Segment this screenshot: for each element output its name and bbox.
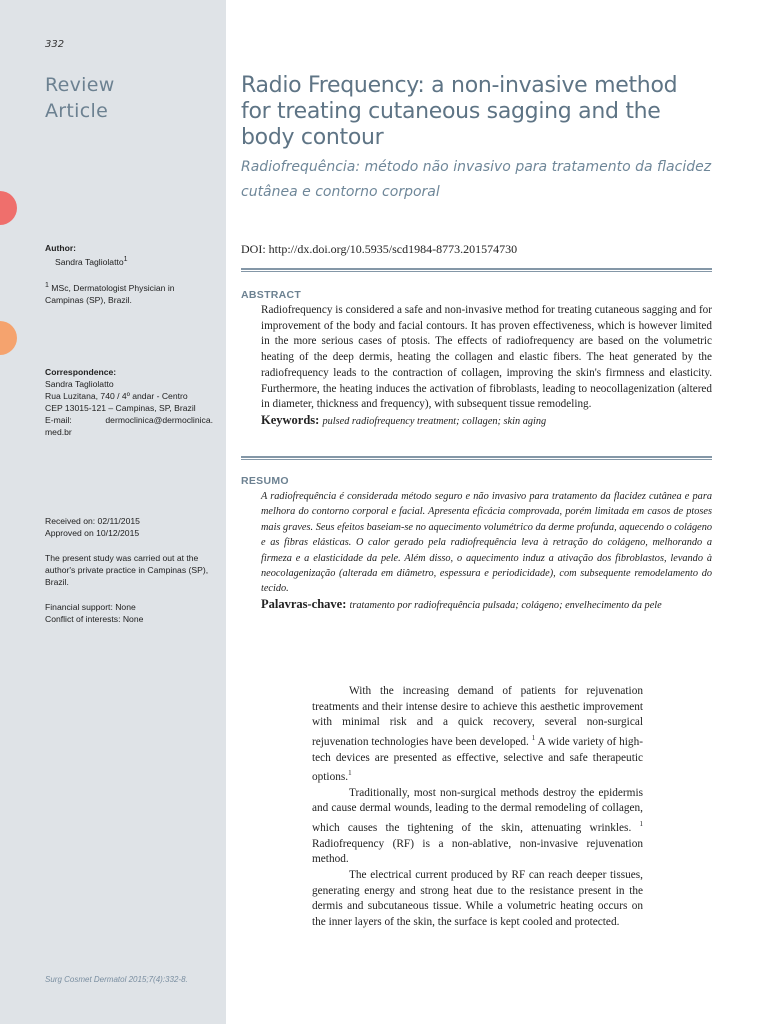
affiliation-sup: 1 [45, 282, 49, 289]
correspondence-line: Rua Luzitana, 740 / 4º andar - Centro [45, 391, 188, 401]
author-sup: 1 [123, 256, 128, 263]
article-subtitle-line1: Radiofrequência: método não invasivo para tratamento da flacidez [241, 159, 712, 175]
resumo-heading: RESUMO [241, 475, 289, 487]
article-subtitle-line2: cutânea e contorno corporal [241, 184, 440, 200]
article-title-line2: for treating cutaneous sagging and the [241, 99, 661, 124]
author-name-line [45, 254, 213, 268]
conflict-of-interests: Conflict of interests: None [45, 614, 144, 624]
doi-link[interactable]: DOI: http://dx.doi.org/10.5935/scd1984-8773.201574730 [241, 242, 518, 256]
dates-block [45, 515, 213, 539]
body-paragraph: The electrical current produced by RF can reach deeper tissues, generating energy and strong heat due to the resistance present in the dermis and subcutaneous tissue. While a volumetric heating occurs on the inner layers of the skin, the surface is kept cooled and protected. [312, 869, 643, 929]
page-number: 332 [45, 39, 65, 50]
approved-date: Approved on 10/12/2015 [45, 528, 140, 538]
body-text-span: A wide variety of high-tech devices are presented as effective, selective and safe therapeutic options. [312, 735, 643, 784]
resumo-text: A radiofrequência é considerada método seguro e não invasivo para tratamento da flacidez cutânea e para melhora do contorno corporal e facial. Apresenta eficácia comprovada, porém limitada em casos de ptoses mais graves. Seus efeitos baseiam-se no aquecimento volumétrico da derme profunda, aquecendo o colágeno e as fibras elásticas. O calor gerado pela radiofrequência leva à retração do colágeno, melhorando a firmeza e a elasticidade da pele. Além disso, o aquecimento induz a ativação dos fibroblastos, levando à neocolagenização (alterada em diâmetro, espessura e periodicidade), com subsequente remodelamento do tecido. [261, 491, 712, 595]
reference-1: 1 [348, 769, 352, 778]
received-date: Received on: 02/11/2015 [45, 516, 140, 526]
affiliation-block [45, 280, 213, 306]
abstract-keywords [261, 413, 712, 430]
article-title [241, 73, 713, 151]
abstract-text: Radiofrequency is considered a safe and non-invasive method for treating cutaneous sagging and for improvement of the body and facial contours. It has proven effectiveness, which is however limited in the more serious cases of ptosis. The effects of radiofrequency are based on the volumetric heating of the deep dermis, heating the collagen and elastic fibers. The heat generated by the radiofrequency leads to the contraction of collagen, improving the skin's firmness and elasticity. Furthermore, the heating induces the activation of fibroblasts, leading to neocollagenization (altered in diameter, thickness and frequency), with subsequent tissue remodeling. [261, 304, 712, 411]
study-note: The present study was carried out at the author's private practice in Campinas (SP), Brazil. [45, 553, 209, 587]
correspondence-email: E-mail: dermoclinica@dermoclinica. [45, 415, 213, 425]
disclosures-block [45, 601, 213, 625]
author-block [45, 242, 213, 268]
palavras-chave-text: tratamento por radiofrequência pulsada; colágeno; envelhecimento da pele [349, 599, 662, 611]
author-heading: Author: [45, 243, 77, 253]
affiliation: MSc, Dermatologist Physician in Campinas (SP), Brazil. [45, 282, 175, 305]
keywords-text: pulsed radiofrequency treatment; collagen; skin aging [322, 415, 547, 427]
article-title-line3: body contour [241, 125, 384, 150]
abstract-body [261, 303, 712, 430]
correspondence-block [45, 366, 213, 438]
correspondence-heading: Correspondence: [45, 367, 117, 377]
body-text-span: With the increasing demand of patients for rejuvenation treatments and their intense desire to achieve this aesthetic improvement with minimal risk and a quick recovery, several non-surgical rejuvenation technologies have been developed. [312, 685, 643, 748]
keywords-label: Keywords: [261, 412, 320, 427]
section-label-line2: Article [45, 100, 109, 122]
body-paragraph [312, 786, 643, 868]
decorative-dot-red [0, 191, 17, 225]
resumo-keywords [261, 597, 712, 613]
reference-1: 1 [639, 820, 643, 829]
correspondence-line: Sandra Tagliolatto [45, 379, 114, 389]
resumo-body [261, 489, 712, 613]
article-title-line1: Radio Frequency: a non-invasive method [241, 73, 678, 98]
section-label [45, 72, 215, 124]
decorative-dot-orange [0, 321, 17, 355]
article-body [312, 684, 643, 931]
reference-1: 1 [531, 734, 536, 743]
body-text-span: Traditionally, most non-surgical methods destroy the epidermis and cause dermal wounds, leading to the dermal remodeling of collagen, which causes the tightening of the skin, attenuating wrinkles. [312, 786, 643, 834]
resumo-top-rule [241, 456, 712, 460]
sidebar [0, 0, 226, 1024]
correspondence-line: med.br [45, 427, 72, 437]
body-text-span: Radiofrequency (RF) is a non-ablative, non-invasive rejuvenation method. [312, 837, 643, 866]
palavras-chave-label: Palavras-chave: [261, 596, 347, 611]
abstract-top-rule [241, 268, 712, 272]
journal-citation: Surg Cosmet Dermatol 2015;7(4):332-8. [45, 975, 188, 984]
correspondence-line: CEP 13015-121 – Campinas, SP, Brazil [45, 403, 196, 413]
body-paragraph [312, 684, 643, 786]
financial-support: Financial support: None [45, 602, 136, 612]
section-label-line1: Review [45, 74, 115, 96]
author-name: Sandra Tagliolatto [55, 256, 124, 267]
article-subtitle [241, 155, 713, 205]
abstract-heading: ABSTRACT [241, 289, 302, 301]
